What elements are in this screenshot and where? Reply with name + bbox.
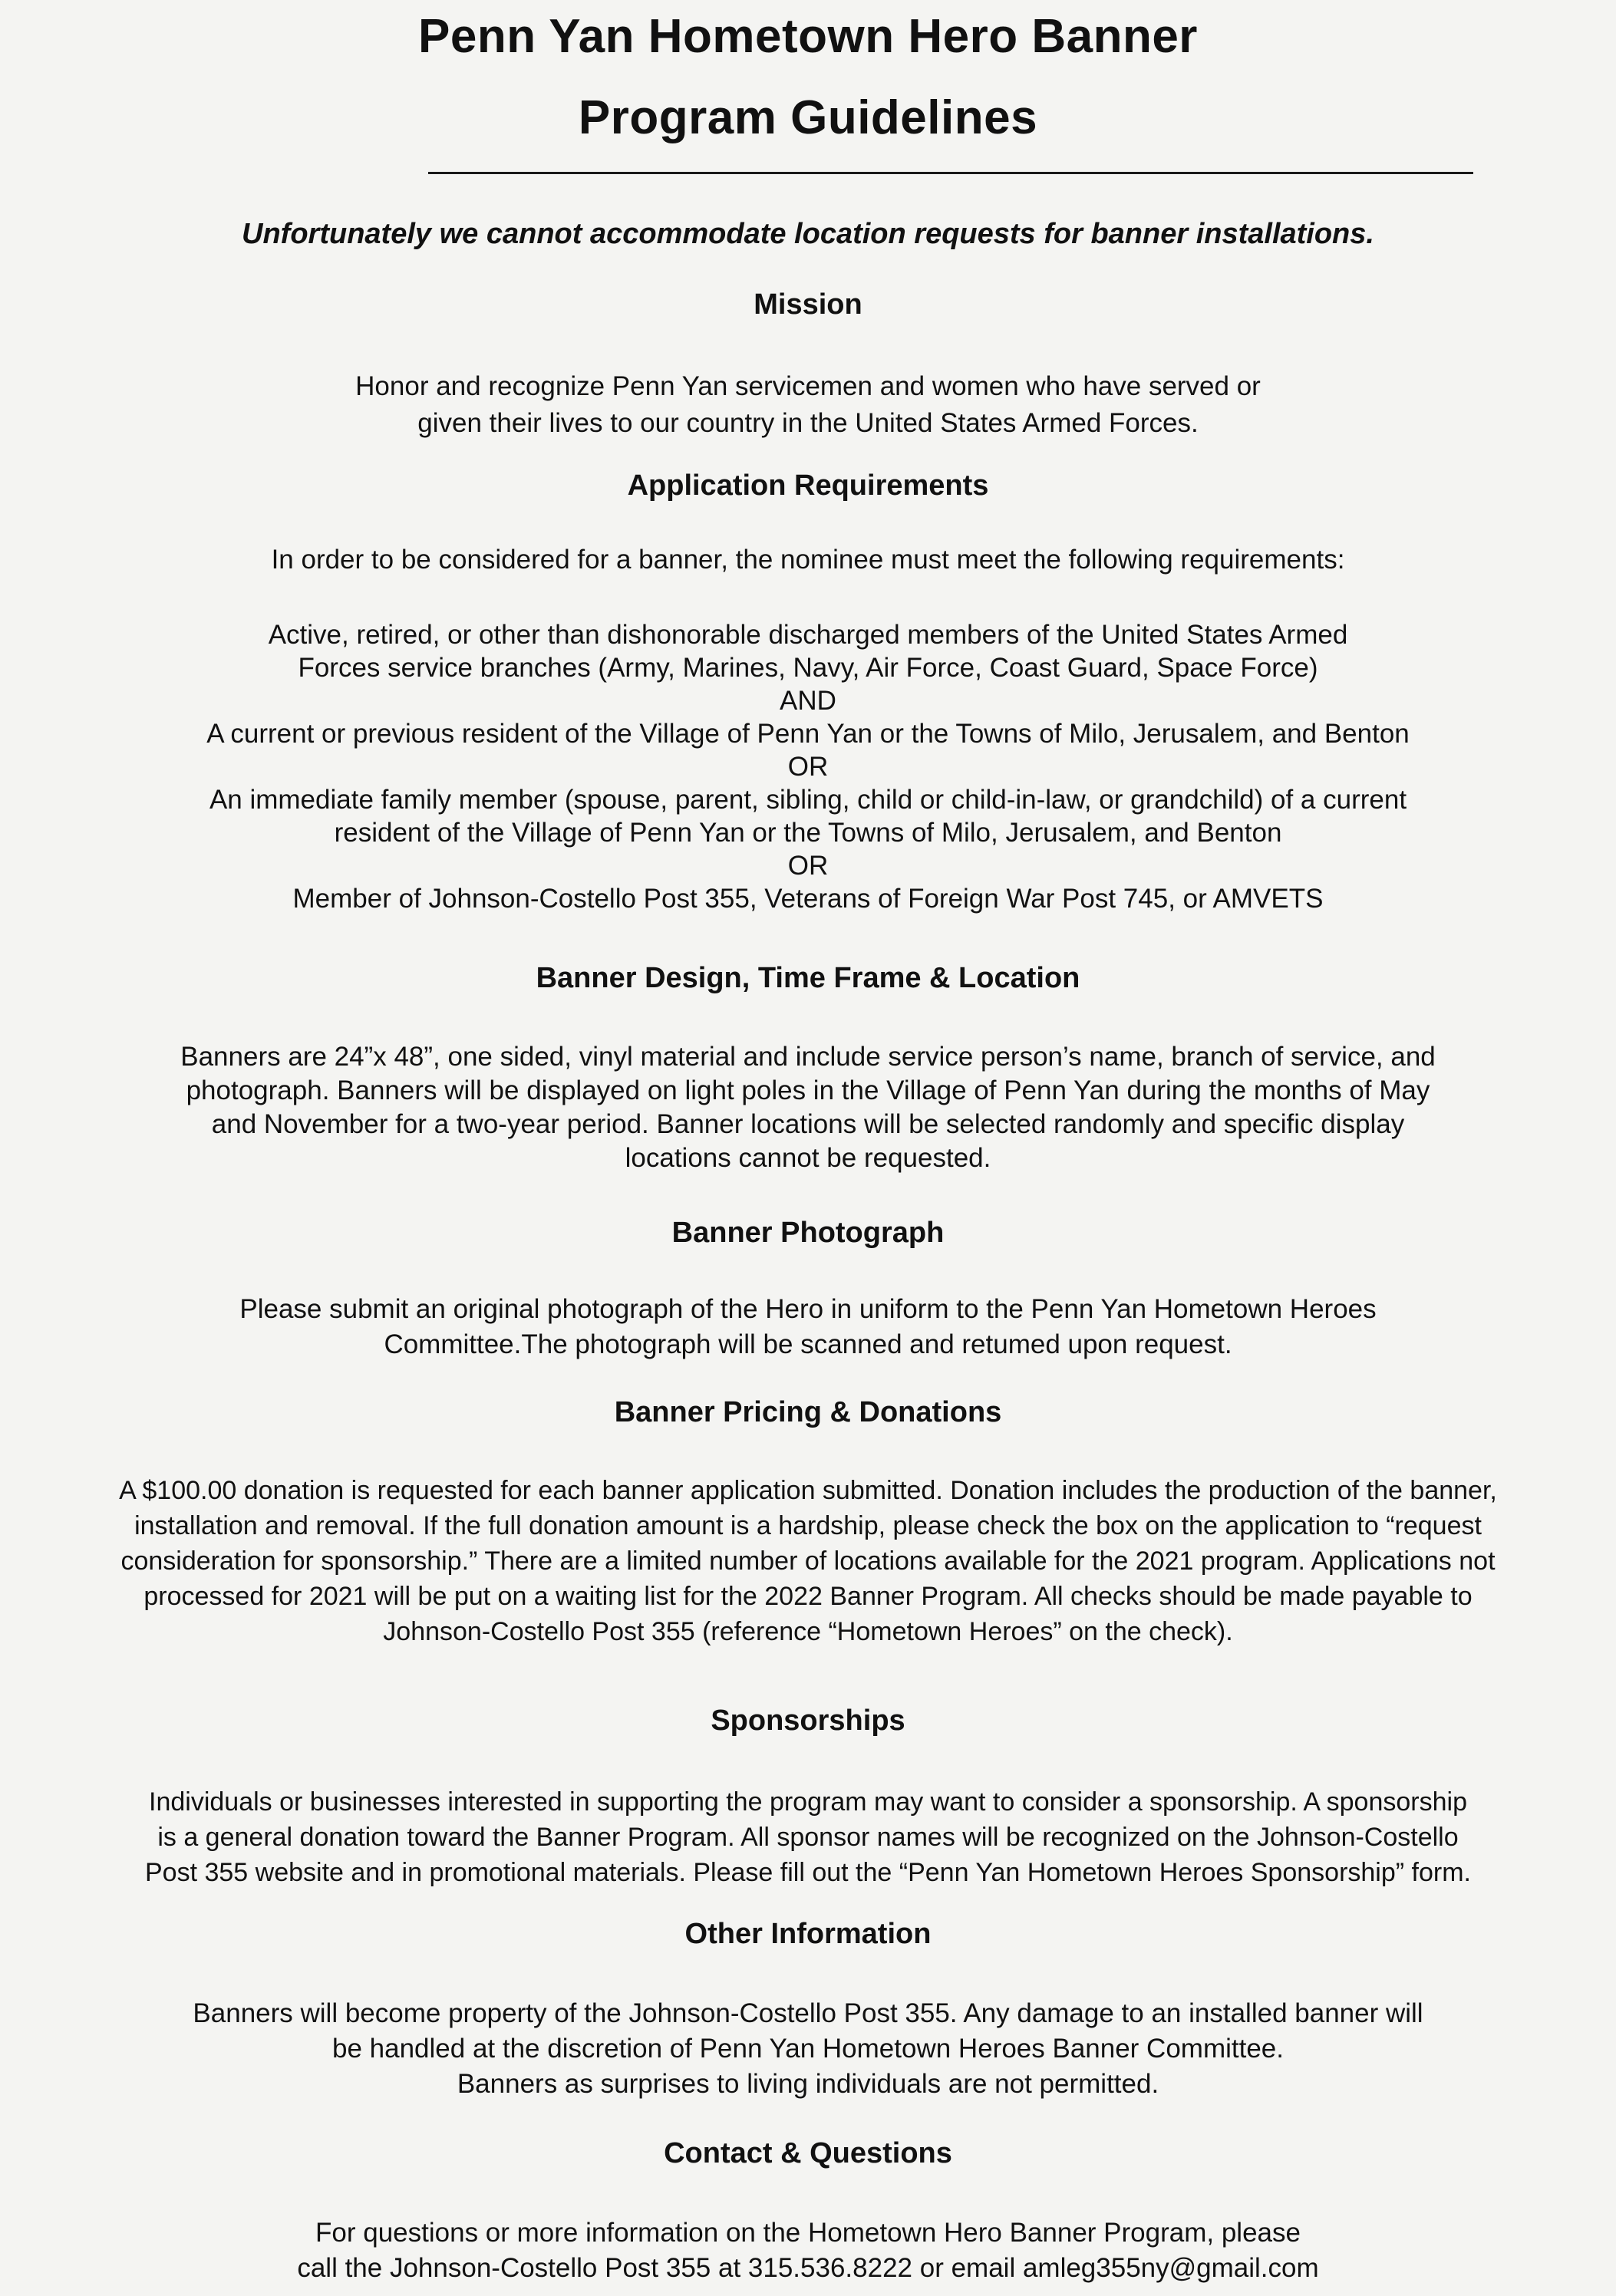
sponsorships-line: Individuals or businesses interested in supporting the program may want to consider a sponsorship. A sponsorship [149, 1787, 1467, 1817]
application-requirements-heading: Application Requirements [627, 469, 989, 502]
banner-pricing-line: A $100.00 donation is requested for each banner application submitted. Donation includes the production of the banner, [119, 1476, 1497, 1505]
requirement-line: resident of the Village of Penn Yan or the Towns of Milo, Jerusalem, and Benton [334, 818, 1282, 848]
mission-line: Honor and recognize Penn Yan servicemen and women who have served or [355, 371, 1261, 401]
other-information-text [0, 1996, 1616, 2102]
requirement-line: Active, retired, or other than dishonorable discharged members of the United States Armed [268, 620, 1348, 650]
banner-pricing-line: consideration for sponsorship.” There are a limited number of locations available for the 2021 program. Applications not [120, 1547, 1496, 1576]
other-information-heading: Other Information [684, 1918, 932, 1950]
contact-heading: Contact & Questions [664, 2137, 952, 2169]
requirement-connector: AND [780, 686, 836, 716]
requirement-line: Member of Johnson-Costello Post 355, Veterans of Foreign War Post 745, or AMVETS [292, 884, 1324, 914]
banner-design-line: Banners are 24”x 48”, one sided, vinyl material and include service person’s name, branch of service, and [180, 1042, 1436, 1072]
sponsorships-line: is a general donation toward the Banner Program. All sponsor names will be recognized on the Johnson-Costello [157, 1823, 1459, 1852]
banner-design-line: and November for a two-year period. Banner locations will be selected randomly and specific display [211, 1109, 1405, 1139]
document-title-line-2: Program Guidelines [578, 91, 1038, 144]
mission-line: given their lives to our country in the United States Armed Forces. [417, 408, 1199, 438]
requirement-line: A current or previous resident of the Village of Penn Yan or the Towns of Milo, Jerusalem, and Benton [206, 719, 1410, 749]
requirement-line: An immediate family member (spouse, parent, sibling, child or child-in-law, or grandchild) of a current [209, 785, 1407, 815]
requirement-line: Forces service branches (Army, Marines, Navy, Air Force, Coast Guard, Space Force) [298, 653, 1318, 683]
requirement-connector: OR [787, 851, 829, 881]
banner-pricing-line: processed for 2021 will be put on a waiting list for the 2022 Banner Program. All checks should be made payable to [143, 1582, 1473, 1611]
contact-line: For questions or more information on the Hometown Hero Banner Program, please [315, 2218, 1301, 2248]
banner-photograph-line: Please submit an original photograph of the Hero in uniform to the Penn Yan Hometown Heroes [239, 1294, 1377, 1324]
location-request-notice: Unfortunately we cannot accommodate location requests for banner installations. [242, 218, 1374, 250]
contact-line: call the Johnson-Costello Post 355 at 315.536.8222 or email amleg355ny@gmail.com [297, 2253, 1319, 2283]
sponsorships-line: Post 355 website and in promotional materials. Please fill out the “Penn Yan Hometown Heroes Sponsorship” form. [145, 1858, 1471, 1887]
banner-design-text [0, 1040, 1616, 1175]
title-underline [428, 172, 1473, 174]
other-information-line: Banners as surprises to living individuals are not permitted. [457, 2069, 1159, 2099]
other-information-line: be handled at the discretion of Penn Yan Hometown Heroes Banner Committee. [332, 2034, 1284, 2064]
mission-heading: Mission [754, 288, 862, 321]
banner-pricing-heading: Banner Pricing & Donations [614, 1396, 1002, 1428]
banner-photograph-text [0, 1292, 1616, 1362]
banner-pricing-text [0, 1473, 1616, 1649]
mission-text [0, 368, 1616, 442]
requirements-list [0, 618, 1616, 915]
banner-design-line: locations cannot be requested. [625, 1143, 991, 1173]
other-information-line: Banners will become property of the Johnson-Costello Post 355. Any damage to an installed banner will [193, 1998, 1423, 2028]
banner-design-heading: Banner Design, Time Frame & Location [536, 962, 1080, 994]
banner-photograph-line: Committee.The photograph will be scanned and retumed upon request. [384, 1329, 1232, 1359]
requirements-intro: In order to be considered for a banner, the nominee must meet the following requirements: [271, 545, 1345, 575]
sponsorships-heading: Sponsorships [711, 1705, 905, 1737]
contact-text [0, 2215, 1616, 2286]
banner-pricing-line: Johnson-Costello Post 355 (reference “Hometown Heroes” on the check). [383, 1617, 1233, 1646]
banner-photograph-heading: Banner Photograph [671, 1217, 945, 1249]
requirement-connector: OR [787, 752, 829, 782]
banner-design-line: photograph. Banners will be displayed on light poles in the Village of Penn Yan during the months of May [186, 1076, 1430, 1105]
document-title-line-1: Penn Yan Hometown Hero Banner [418, 10, 1198, 63]
sponsorships-text [0, 1784, 1616, 1890]
banner-pricing-line: installation and removal. If the full donation amount is a hardship, please check the box on the application to “request [134, 1511, 1482, 1540]
